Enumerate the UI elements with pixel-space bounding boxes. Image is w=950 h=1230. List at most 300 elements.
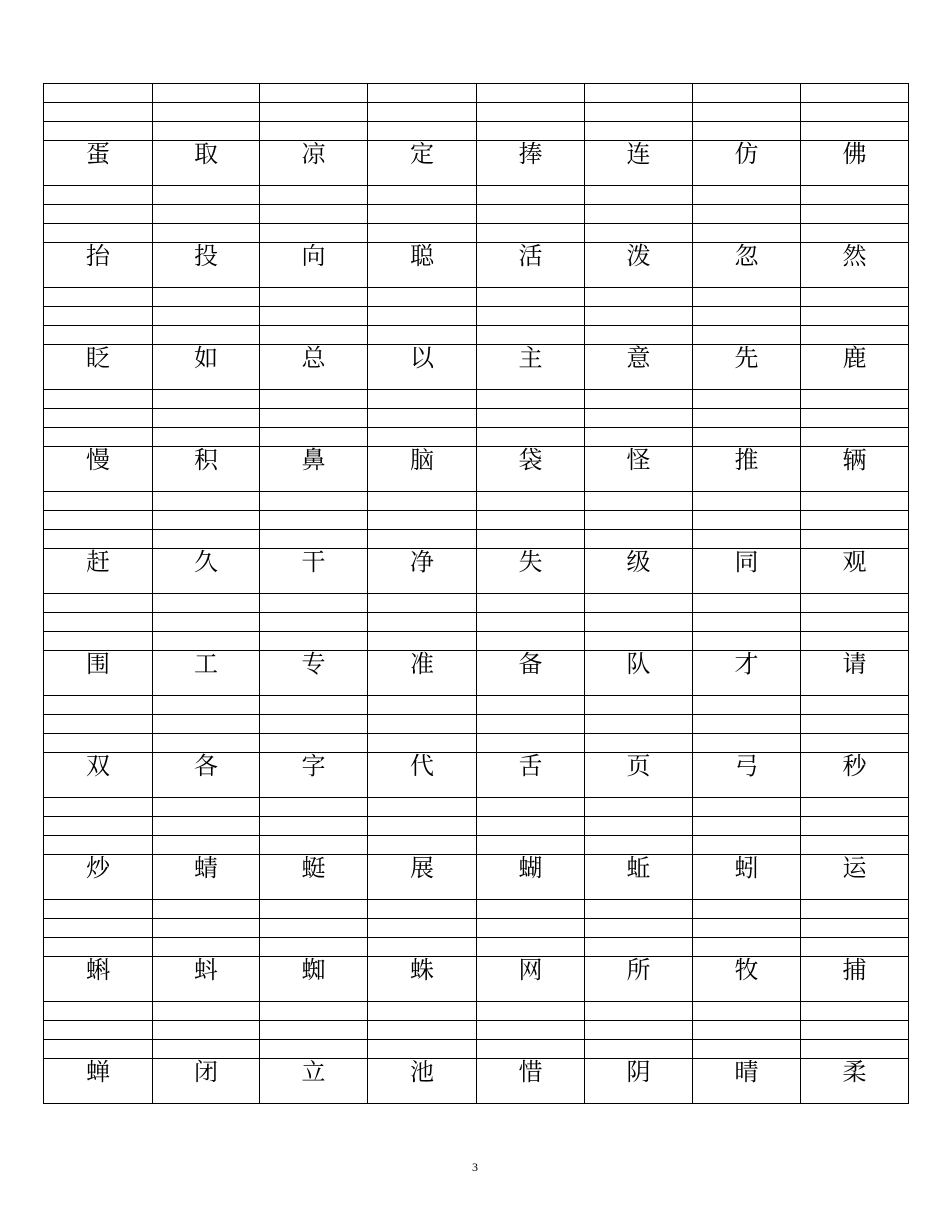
blank-cell bbox=[477, 938, 585, 957]
blank-cell bbox=[44, 1040, 153, 1059]
blank-cell bbox=[693, 307, 801, 326]
blank-cell bbox=[368, 632, 477, 651]
blank-cell bbox=[585, 307, 693, 326]
blank-writing-row bbox=[44, 919, 909, 938]
blank-cell bbox=[153, 938, 260, 957]
blank-cell bbox=[368, 409, 477, 428]
blank-cell bbox=[693, 715, 801, 734]
blank-cell bbox=[368, 594, 477, 613]
character-cell: 眨 bbox=[44, 345, 153, 390]
blank-cell bbox=[44, 900, 153, 919]
blank-cell bbox=[260, 919, 368, 938]
blank-cell bbox=[153, 326, 260, 345]
blank-cell bbox=[477, 307, 585, 326]
character-cell: 捧 bbox=[477, 141, 585, 186]
character-cell: 失 bbox=[477, 549, 585, 594]
blank-cell bbox=[477, 511, 585, 530]
blank-cell bbox=[153, 1021, 260, 1040]
blank-cell bbox=[693, 1021, 801, 1040]
blank-cell bbox=[260, 205, 368, 224]
blank-cell bbox=[153, 919, 260, 938]
blank-cell bbox=[260, 84, 368, 103]
blank-cell bbox=[477, 530, 585, 549]
blank-cell bbox=[368, 836, 477, 855]
blank-cell bbox=[585, 715, 693, 734]
blank-cell bbox=[44, 594, 153, 613]
character-cell: 捕 bbox=[801, 957, 909, 1002]
blank-cell bbox=[153, 798, 260, 817]
blank-cell bbox=[260, 696, 368, 715]
character-cell: 向 bbox=[260, 243, 368, 288]
character-row bbox=[44, 141, 909, 186]
blank-cell bbox=[693, 224, 801, 243]
blank-cell bbox=[693, 530, 801, 549]
character-cell: 才 bbox=[693, 651, 801, 696]
blank-cell bbox=[477, 696, 585, 715]
character-row bbox=[44, 855, 909, 900]
character-practice-grid bbox=[43, 83, 909, 1104]
blank-cell bbox=[153, 122, 260, 141]
character-cell: 赶 bbox=[44, 549, 153, 594]
blank-cell bbox=[44, 84, 153, 103]
blank-cell bbox=[585, 409, 693, 428]
blank-cell bbox=[693, 84, 801, 103]
character-row bbox=[44, 957, 909, 1002]
blank-cell bbox=[693, 817, 801, 836]
blank-cell bbox=[260, 103, 368, 122]
character-cell: 净 bbox=[368, 549, 477, 594]
blank-cell bbox=[260, 817, 368, 836]
blank-cell bbox=[693, 919, 801, 938]
blank-cell bbox=[585, 492, 693, 511]
blank-cell bbox=[585, 817, 693, 836]
blank-cell bbox=[44, 307, 153, 326]
blank-cell bbox=[801, 632, 909, 651]
blank-cell bbox=[477, 428, 585, 447]
blank-cell bbox=[153, 390, 260, 409]
character-cell: 忽 bbox=[693, 243, 801, 288]
blank-cell bbox=[585, 186, 693, 205]
blank-cell bbox=[153, 103, 260, 122]
blank-writing-row bbox=[44, 122, 909, 141]
blank-cell bbox=[477, 817, 585, 836]
blank-cell bbox=[693, 511, 801, 530]
character-cell: 池 bbox=[368, 1059, 477, 1104]
blank-writing-row bbox=[44, 594, 909, 613]
blank-cell bbox=[260, 938, 368, 957]
blank-cell bbox=[477, 836, 585, 855]
blank-cell bbox=[368, 492, 477, 511]
character-cell: 围 bbox=[44, 651, 153, 696]
blank-cell bbox=[585, 1021, 693, 1040]
blank-writing-row bbox=[44, 205, 909, 224]
blank-cell bbox=[477, 1021, 585, 1040]
blank-cell bbox=[368, 938, 477, 957]
blank-cell bbox=[260, 428, 368, 447]
blank-cell bbox=[44, 224, 153, 243]
character-cell: 取 bbox=[153, 141, 260, 186]
blank-cell bbox=[44, 938, 153, 957]
blank-writing-row bbox=[44, 84, 909, 103]
blank-cell bbox=[368, 696, 477, 715]
blank-cell bbox=[368, 919, 477, 938]
blank-cell bbox=[693, 1040, 801, 1059]
blank-cell bbox=[477, 205, 585, 224]
character-cell: 闭 bbox=[153, 1059, 260, 1104]
blank-cell bbox=[585, 288, 693, 307]
blank-cell bbox=[693, 428, 801, 447]
blank-cell bbox=[44, 511, 153, 530]
character-cell: 蛛 bbox=[368, 957, 477, 1002]
character-cell: 备 bbox=[477, 651, 585, 696]
character-cell: 所 bbox=[585, 957, 693, 1002]
character-row bbox=[44, 345, 909, 390]
blank-cell bbox=[801, 798, 909, 817]
character-cell: 蜻 bbox=[153, 855, 260, 900]
blank-cell bbox=[477, 186, 585, 205]
blank-writing-row bbox=[44, 798, 909, 817]
blank-cell bbox=[801, 836, 909, 855]
blank-writing-row bbox=[44, 613, 909, 632]
blank-cell bbox=[693, 288, 801, 307]
character-cell: 工 bbox=[153, 651, 260, 696]
blank-cell bbox=[368, 530, 477, 549]
character-cell: 同 bbox=[693, 549, 801, 594]
blank-cell bbox=[368, 288, 477, 307]
blank-cell bbox=[693, 798, 801, 817]
blank-cell bbox=[585, 530, 693, 549]
blank-cell bbox=[260, 122, 368, 141]
character-cell: 定 bbox=[368, 141, 477, 186]
blank-cell bbox=[477, 224, 585, 243]
blank-cell bbox=[153, 409, 260, 428]
blank-writing-row bbox=[44, 511, 909, 530]
blank-cell bbox=[260, 224, 368, 243]
blank-cell bbox=[260, 594, 368, 613]
blank-cell bbox=[44, 632, 153, 651]
blank-cell bbox=[44, 326, 153, 345]
blank-writing-row bbox=[44, 817, 909, 836]
blank-cell bbox=[153, 632, 260, 651]
blank-writing-row bbox=[44, 307, 909, 326]
blank-cell bbox=[477, 900, 585, 919]
blank-cell bbox=[693, 409, 801, 428]
blank-cell bbox=[260, 734, 368, 753]
character-cell: 柔 bbox=[801, 1059, 909, 1104]
blank-writing-row bbox=[44, 900, 909, 919]
character-cell: 辆 bbox=[801, 447, 909, 492]
blank-cell bbox=[693, 390, 801, 409]
blank-cell bbox=[585, 224, 693, 243]
blank-writing-row bbox=[44, 103, 909, 122]
page-number: 3 bbox=[472, 1160, 478, 1174]
character-cell: 推 bbox=[693, 447, 801, 492]
blank-cell bbox=[260, 186, 368, 205]
blank-cell bbox=[801, 307, 909, 326]
blank-cell bbox=[585, 696, 693, 715]
blank-writing-row bbox=[44, 632, 909, 651]
blank-cell bbox=[44, 715, 153, 734]
blank-writing-row bbox=[44, 715, 909, 734]
blank-cell bbox=[260, 715, 368, 734]
blank-cell bbox=[801, 409, 909, 428]
blank-cell bbox=[153, 715, 260, 734]
blank-cell bbox=[477, 613, 585, 632]
blank-cell bbox=[693, 900, 801, 919]
character-cell: 怪 bbox=[585, 447, 693, 492]
blank-cell bbox=[260, 1021, 368, 1040]
blank-cell bbox=[44, 103, 153, 122]
blank-cell bbox=[693, 938, 801, 957]
blank-cell bbox=[693, 836, 801, 855]
blank-cell bbox=[585, 1002, 693, 1021]
blank-cell bbox=[477, 84, 585, 103]
blank-cell bbox=[260, 1040, 368, 1059]
blank-cell bbox=[153, 900, 260, 919]
blank-cell bbox=[153, 186, 260, 205]
blank-writing-row bbox=[44, 492, 909, 511]
character-cell: 级 bbox=[585, 549, 693, 594]
blank-writing-row bbox=[44, 326, 909, 345]
character-cell: 蚪 bbox=[153, 957, 260, 1002]
character-row bbox=[44, 447, 909, 492]
blank-cell bbox=[44, 288, 153, 307]
blank-writing-row bbox=[44, 938, 909, 957]
blank-cell bbox=[153, 1040, 260, 1059]
blank-cell bbox=[585, 900, 693, 919]
character-cell: 惜 bbox=[477, 1059, 585, 1104]
blank-writing-row bbox=[44, 224, 909, 243]
blank-cell bbox=[477, 122, 585, 141]
character-cell: 投 bbox=[153, 243, 260, 288]
blank-cell bbox=[368, 613, 477, 632]
blank-writing-row bbox=[44, 186, 909, 205]
character-cell: 弓 bbox=[693, 753, 801, 798]
blank-cell bbox=[260, 326, 368, 345]
blank-cell bbox=[44, 1021, 153, 1040]
blank-cell bbox=[153, 224, 260, 243]
character-cell: 观 bbox=[801, 549, 909, 594]
blank-cell bbox=[585, 84, 693, 103]
blank-cell bbox=[693, 186, 801, 205]
blank-cell bbox=[368, 715, 477, 734]
character-cell: 运 bbox=[801, 855, 909, 900]
character-cell: 鼻 bbox=[260, 447, 368, 492]
blank-cell bbox=[477, 734, 585, 753]
blank-cell bbox=[585, 122, 693, 141]
blank-cell bbox=[153, 734, 260, 753]
character-cell: 晴 bbox=[693, 1059, 801, 1104]
blank-cell bbox=[368, 326, 477, 345]
character-cell: 脑 bbox=[368, 447, 477, 492]
blank-cell bbox=[585, 938, 693, 957]
blank-cell bbox=[153, 594, 260, 613]
blank-cell bbox=[477, 390, 585, 409]
character-cell: 聪 bbox=[368, 243, 477, 288]
character-cell: 主 bbox=[477, 345, 585, 390]
blank-cell bbox=[368, 428, 477, 447]
blank-cell bbox=[477, 103, 585, 122]
blank-cell bbox=[260, 613, 368, 632]
blank-cell bbox=[801, 122, 909, 141]
blank-writing-row bbox=[44, 390, 909, 409]
character-cell: 凉 bbox=[260, 141, 368, 186]
character-cell: 代 bbox=[368, 753, 477, 798]
blank-cell bbox=[368, 900, 477, 919]
blank-cell bbox=[585, 428, 693, 447]
blank-cell bbox=[368, 1040, 477, 1059]
blank-cell bbox=[44, 205, 153, 224]
blank-cell bbox=[477, 326, 585, 345]
character-cell: 蝉 bbox=[44, 1059, 153, 1104]
blank-cell bbox=[368, 307, 477, 326]
blank-cell bbox=[477, 492, 585, 511]
blank-cell bbox=[801, 1021, 909, 1040]
blank-cell bbox=[585, 390, 693, 409]
character-cell: 队 bbox=[585, 651, 693, 696]
blank-cell bbox=[153, 696, 260, 715]
character-cell: 蝌 bbox=[44, 957, 153, 1002]
blank-cell bbox=[260, 307, 368, 326]
blank-cell bbox=[153, 836, 260, 855]
blank-cell bbox=[585, 919, 693, 938]
blank-cell bbox=[585, 1040, 693, 1059]
character-cell: 专 bbox=[260, 651, 368, 696]
blank-cell bbox=[477, 1040, 585, 1059]
blank-cell bbox=[368, 84, 477, 103]
blank-cell bbox=[260, 511, 368, 530]
blank-cell bbox=[153, 817, 260, 836]
character-cell: 秒 bbox=[801, 753, 909, 798]
blank-cell bbox=[44, 122, 153, 141]
blank-writing-row bbox=[44, 836, 909, 855]
blank-cell bbox=[44, 530, 153, 549]
blank-cell bbox=[693, 632, 801, 651]
character-cell: 活 bbox=[477, 243, 585, 288]
blank-cell bbox=[368, 1021, 477, 1040]
blank-cell bbox=[368, 734, 477, 753]
blank-cell bbox=[368, 224, 477, 243]
blank-cell bbox=[801, 511, 909, 530]
character-cell: 抬 bbox=[44, 243, 153, 288]
blank-cell bbox=[44, 613, 153, 632]
blank-cell bbox=[153, 288, 260, 307]
blank-cell bbox=[368, 1002, 477, 1021]
blank-cell bbox=[153, 205, 260, 224]
blank-cell bbox=[585, 511, 693, 530]
character-cell: 立 bbox=[260, 1059, 368, 1104]
character-row bbox=[44, 1059, 909, 1104]
character-cell: 蛋 bbox=[44, 141, 153, 186]
blank-cell bbox=[585, 103, 693, 122]
blank-cell bbox=[801, 594, 909, 613]
blank-cell bbox=[44, 696, 153, 715]
character-cell: 页 bbox=[585, 753, 693, 798]
blank-cell bbox=[44, 798, 153, 817]
blank-cell bbox=[44, 1002, 153, 1021]
blank-cell bbox=[693, 326, 801, 345]
character-cell: 各 bbox=[153, 753, 260, 798]
blank-cell bbox=[693, 594, 801, 613]
character-cell: 牧 bbox=[693, 957, 801, 1002]
blank-cell bbox=[44, 836, 153, 855]
blank-cell bbox=[693, 122, 801, 141]
blank-cell bbox=[44, 390, 153, 409]
character-row bbox=[44, 651, 909, 696]
blank-writing-row bbox=[44, 734, 909, 753]
blank-cell bbox=[477, 288, 585, 307]
character-row bbox=[44, 753, 909, 798]
character-cell: 蚯 bbox=[585, 855, 693, 900]
blank-cell bbox=[801, 613, 909, 632]
blank-cell bbox=[477, 409, 585, 428]
character-cell: 如 bbox=[153, 345, 260, 390]
blank-cell bbox=[368, 122, 477, 141]
blank-cell bbox=[260, 836, 368, 855]
blank-cell bbox=[585, 594, 693, 613]
character-cell: 袋 bbox=[477, 447, 585, 492]
blank-cell bbox=[801, 919, 909, 938]
blank-cell bbox=[585, 836, 693, 855]
blank-writing-row bbox=[44, 428, 909, 447]
character-cell: 连 bbox=[585, 141, 693, 186]
blank-cell bbox=[260, 632, 368, 651]
character-cell: 意 bbox=[585, 345, 693, 390]
blank-cell bbox=[693, 492, 801, 511]
blank-cell bbox=[477, 919, 585, 938]
blank-cell bbox=[260, 900, 368, 919]
character-cell: 干 bbox=[260, 549, 368, 594]
blank-cell bbox=[44, 428, 153, 447]
character-cell: 字 bbox=[260, 753, 368, 798]
blank-cell bbox=[260, 409, 368, 428]
character-cell: 泼 bbox=[585, 243, 693, 288]
blank-cell bbox=[153, 1002, 260, 1021]
blank-writing-row bbox=[44, 1021, 909, 1040]
blank-cell bbox=[585, 205, 693, 224]
character-cell: 积 bbox=[153, 447, 260, 492]
blank-cell bbox=[801, 696, 909, 715]
blank-cell bbox=[801, 84, 909, 103]
blank-cell bbox=[153, 613, 260, 632]
character-cell: 请 bbox=[801, 651, 909, 696]
character-cell: 炒 bbox=[44, 855, 153, 900]
blank-cell bbox=[693, 1002, 801, 1021]
character-cell: 总 bbox=[260, 345, 368, 390]
character-cell: 蚓 bbox=[693, 855, 801, 900]
blank-cell bbox=[801, 186, 909, 205]
character-row bbox=[44, 243, 909, 288]
blank-cell bbox=[585, 798, 693, 817]
blank-cell bbox=[153, 307, 260, 326]
blank-cell bbox=[368, 511, 477, 530]
blank-cell bbox=[153, 84, 260, 103]
blank-cell bbox=[153, 530, 260, 549]
blank-cell bbox=[801, 390, 909, 409]
blank-cell bbox=[693, 734, 801, 753]
character-cell: 蜓 bbox=[260, 855, 368, 900]
blank-cell bbox=[801, 288, 909, 307]
blank-cell bbox=[153, 492, 260, 511]
character-cell: 阴 bbox=[585, 1059, 693, 1104]
blank-cell bbox=[260, 530, 368, 549]
blank-cell bbox=[44, 492, 153, 511]
character-cell: 鹿 bbox=[801, 345, 909, 390]
blank-cell bbox=[260, 390, 368, 409]
blank-cell bbox=[801, 530, 909, 549]
blank-cell bbox=[693, 613, 801, 632]
blank-cell bbox=[801, 715, 909, 734]
